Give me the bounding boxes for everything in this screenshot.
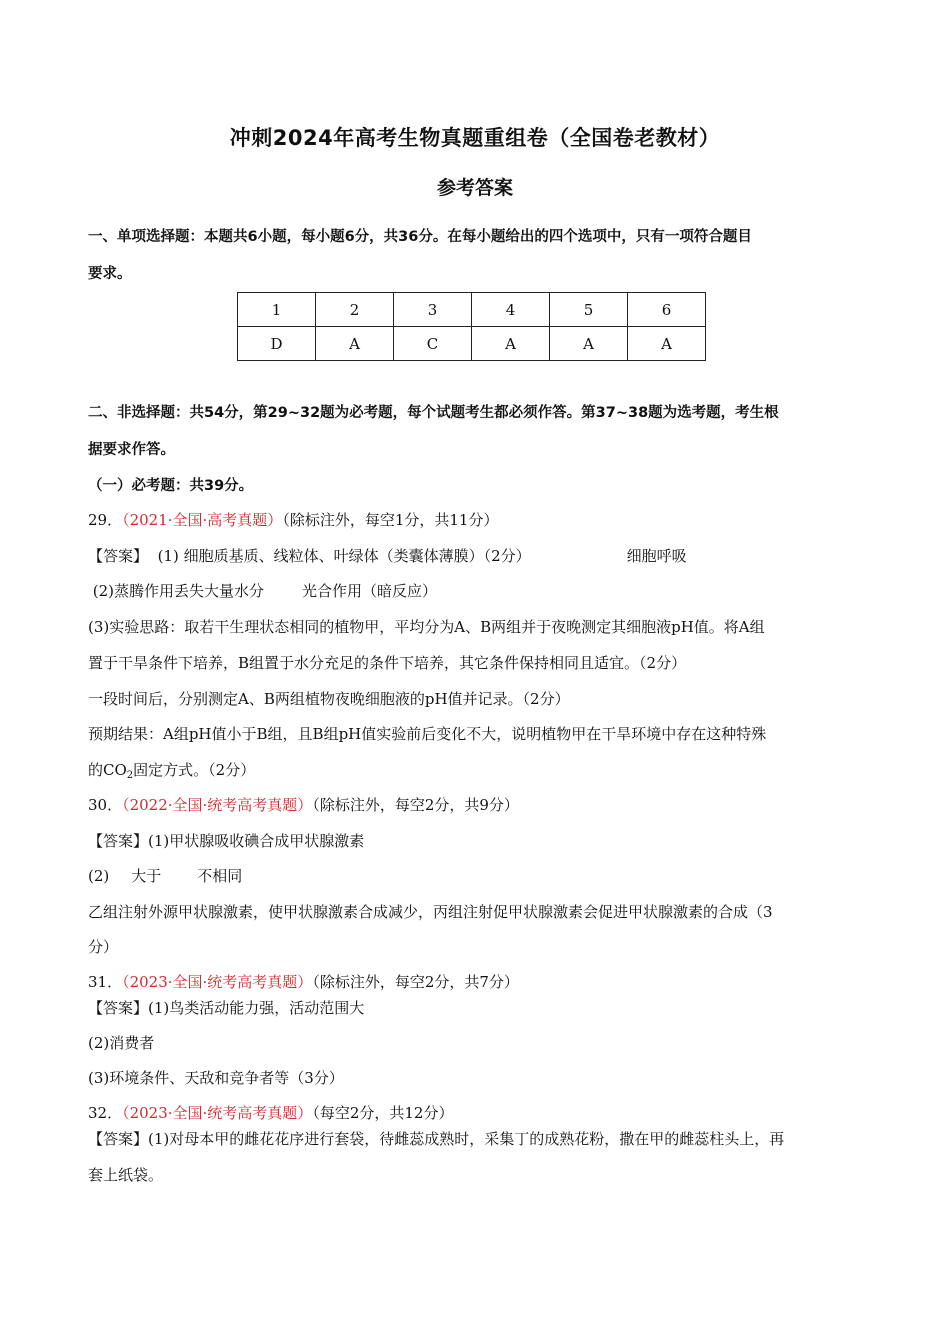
- question-note: （除标注外，每空1分，共11分）: [282, 511, 499, 529]
- answer-text: (1)对母本甲的雌花花序进行套袋，待雌蕊成熟时，采集丁的成熟花粉，撒在甲的雌蕊柱头上，再: [148, 1130, 785, 1148]
- answer-text: 大于: [131, 867, 162, 885]
- q32-answer-1-line1: [88, 1129, 868, 1149]
- table-cell: C: [394, 327, 472, 361]
- required-heading: （一）必考题：共39分。: [88, 478, 254, 494]
- table-row-numbers: [238, 293, 706, 327]
- question-source: （2021·全国·高考真题）: [122, 511, 283, 529]
- table-cell: D: [238, 327, 316, 361]
- question-number: 32．: [88, 1104, 123, 1122]
- q30-answer-3-line1: 乙组注射外源甲状腺激素，使甲状腺激素合成减少，丙组注射促甲状腺激素会促进甲状腺激素的合成（3: [88, 903, 773, 921]
- answer-text: (1) 细胞质基质、线粒体、叶绿体（类囊体薄膜）（2分）: [157, 547, 531, 565]
- q29-answer-2: [88, 581, 868, 601]
- page-subtitle: 参考答案: [436, 177, 513, 199]
- q31-answer-3: (3)环境条件、天敌和竞争者等（3分）: [88, 1069, 344, 1087]
- q29-answer-3-line3: 一段时间后，分别测定A、B两组植物夜晚细胞液的pH值并记录。（2分）: [88, 690, 570, 708]
- question-note: （除标注外，每空2分，共7分）: [312, 973, 519, 991]
- q31-answer-2: (2)消费者: [88, 1034, 155, 1052]
- q29-answer-3-line1: (3)实验思路：取若干生理状态相同的植物甲，平均分为A、B两组并于夜晚测定其细胞液pH值。将A组: [88, 618, 765, 636]
- table-cell: 2: [316, 293, 394, 327]
- section1-heading-cont: 要求。: [88, 266, 132, 282]
- q32-header: [88, 1103, 868, 1123]
- answer-text: 固定方式。（2分）: [133, 761, 256, 779]
- q30-answer-2: [88, 866, 868, 886]
- table-cell: 4: [472, 293, 550, 327]
- q32-answer-1-line2: 套上纸袋。: [88, 1166, 164, 1184]
- table-cell: A: [472, 327, 550, 361]
- q29-header: [88, 510, 868, 530]
- section2-heading-cont: 据要求作答。: [88, 442, 175, 458]
- answer-table: [237, 292, 706, 361]
- q29-answer-3-line5: [88, 760, 868, 786]
- question-note: （除标注外，每空2分，共9分）: [312, 796, 519, 814]
- q30-answer-1: [88, 831, 868, 851]
- answer-text: (2)蒸腾作用丢失大量水分: [92, 582, 265, 600]
- question-source: （2023·全国·统考高考真题）: [122, 1104, 313, 1122]
- answer-text: 细胞呼吸: [626, 547, 687, 565]
- answer-text: 不相同: [197, 867, 243, 885]
- table-cell: 1: [238, 293, 316, 327]
- answer-tag: 【答案】: [88, 547, 149, 565]
- table-cell: A: [550, 327, 628, 361]
- answer-text: (2): [88, 867, 110, 885]
- section1-heading: 一、单项选择题：本题共6小题，每小题6分，共36分。在每小题给出的四个选项中，只有一项符合题目: [88, 229, 752, 245]
- question-source: （2023·全国·统考高考真题）: [122, 973, 313, 991]
- table-cell: 6: [628, 293, 706, 327]
- answer-text: (1)甲状腺吸收碘合成甲状腺激素: [148, 832, 365, 850]
- section2-heading: 二、非选择题：共54分，第29~32题为必考题，每个试题考生都必须作答。第37~38题为选考题，考生根: [88, 405, 779, 421]
- subscript: 2: [126, 770, 134, 781]
- q31-answer-1: [88, 998, 868, 1018]
- table-cell: A: [316, 327, 394, 361]
- q29-answer-3-line2: 置于干旱条件下培养，B组置于水分充足的条件下培养，其它条件保持相同且适宜。（2分）: [88, 654, 687, 672]
- question-number: 31．: [88, 973, 123, 991]
- answer-tag: 【答案】: [88, 999, 149, 1017]
- q30-answer-3-line2: 分）: [88, 938, 119, 956]
- answer-tag: 【答案】: [88, 1130, 149, 1148]
- q30-header: [88, 795, 868, 815]
- answer-text: 的CO: [88, 761, 127, 779]
- answer-tag: 【答案】: [88, 832, 149, 850]
- question-source: （2022·全国·统考高考真题）: [122, 796, 313, 814]
- question-number: 30．: [88, 796, 123, 814]
- answer-text: (1)鸟类活动能力强，活动范围大: [148, 999, 365, 1017]
- q29-answer-3-line4: 预期结果：A组pH值小于B组，且B组pH值实验前后变化不大，说明植物甲在干旱环境中存在这种特殊: [88, 725, 767, 743]
- table-cell: 5: [550, 293, 628, 327]
- table-cell: 3: [394, 293, 472, 327]
- table-cell: A: [628, 327, 706, 361]
- table-row-answers: [238, 327, 706, 361]
- question-note: （每空2分，共12分）: [312, 1104, 454, 1122]
- answer-text: 光合作用（暗反应）: [302, 582, 438, 600]
- q31-header: [88, 972, 868, 992]
- question-number: 29．: [88, 511, 123, 529]
- q29-answer-1: [88, 546, 868, 566]
- page-title: 冲刺2024年高考生物真题重组卷（全国卷老教材）: [229, 126, 721, 150]
